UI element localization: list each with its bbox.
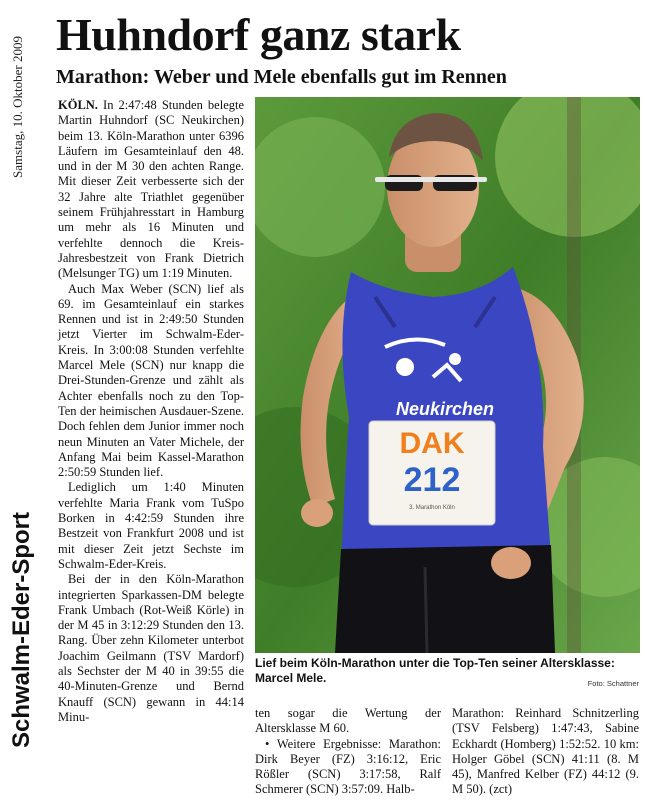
headline: Huhndorf ganz stark	[56, 9, 461, 60]
article-column-1	[58, 98, 244, 794]
photo-caption: Lief beim Köln-Marathon unter die Top-Ten seiner Altersklasse: Marcel Mele.	[255, 656, 615, 685]
photo-credit: Foto: Schattner	[587, 679, 639, 688]
article-column-3	[452, 706, 639, 798]
article-paragraph: Lediglich um 1:40 Minuten verfehlte Maria Frank vom TuSpo Borken in 4:42:59 Stunden ihre Bestzeit von Frankfurt 2008 und ist mit dieser Zeit jetzt Sechste im Schwalm-Eder-Kreis.	[58, 480, 244, 571]
article-paragraph	[58, 98, 244, 282]
paragraph-text: In 2:47:48 Stunden belegte Martin Huhndorf (SC Neukirchen) beim 13. Köln-Marathon unter 6396 Läufern im Gesamteinlauf den 48. und in der M 30 den achten Range. Mit dieser Zeit verbesserte sich der 32 Jahre alte Triathlet gegenüber seinem Frühjahresstart in Hamburg um mehr als 16 Minuten und verfehlte dennoch die Kreis-Jahresbestzeit von Frank Dietrich (Melsunger TG) um 1:19 Minuten.	[58, 98, 245, 281]
article-paragraph: Bei der in den Köln-Marathon integrierten Sparkassen-DM belegte Frank Umbach (Rot-Weiß Körle) in der M 45 in 3:12:29 Stunden den 13. Rang. Über zehn Kilometer unterbot Joachim Geilmann (TSV Mardorf) als Sechster der M 40 in 39:55 die 40-Minuten-Grenze und Bernd Knauff (SCN) gewann in 44:14 Minu-	[58, 572, 244, 724]
section-label	[6, 470, 38, 790]
issue-date-text: Samstag, 10. Oktober 2009	[10, 36, 25, 178]
article-column-2	[255, 706, 441, 798]
issue-date	[6, 14, 30, 200]
article-paragraph: Marathon: Reinhard Schnitzerling (TSV Felsberg) 1:47:43, Sabine Eckhardt (Homberg) 1:52:52. 10 km: Holger Göbel (SCN) 41:11 (8. M 45), Manfred Kelber (FZ) 44:12 (9. M 50). (zct)	[452, 706, 639, 797]
article-paragraph: • Weitere Ergebnisse: Marathon: Dirk Beyer (FZ) 3:16:12, Eric Rößler (SCN) 3:17:58, Ralf Schmerer (SCN) 3:57:09. Halb-	[255, 736, 441, 797]
bib-footer: 3. Marathon Köln	[409, 505, 455, 511]
dateline: KÖLN.	[58, 98, 98, 112]
section-label-text: Schwalm-Eder-Sport	[8, 511, 35, 749]
shirt-club-text: Neukirchen	[395, 399, 495, 419]
article-paragraph: ten sogar die Wertung der Altersklasse M 60.	[255, 706, 441, 736]
subheadline: Marathon: Weber und Mele ebenfalls gut im Rennen	[56, 66, 507, 88]
bib-number: 212	[403, 461, 461, 499]
bib-sponsor: DAK	[399, 427, 465, 460]
race-bib	[369, 421, 495, 525]
article-paragraph: Auch Max Weber (SCN) lief als 69. im Gesamteinlauf ein starkes Rennen und ist in 2:49:50 Stunden jetzt Vierter im Schwalm-Eder-Kreis. In 3:00:08 Stunden verfehlte Marcel Mele (SCN) nur knapp die Drei-Stunden-Grenze und zählt als Achter ebenfalls noch zu den Top-Ten der heimischen Ausdauer-Szene. Doch fehlen dem Junior immer noch neun Minuten an Vater Michele, der Anfang Mai beim Kassel-Marathon 2:50:59 Stunden lief.	[58, 281, 244, 480]
runner-photo	[255, 97, 640, 653]
